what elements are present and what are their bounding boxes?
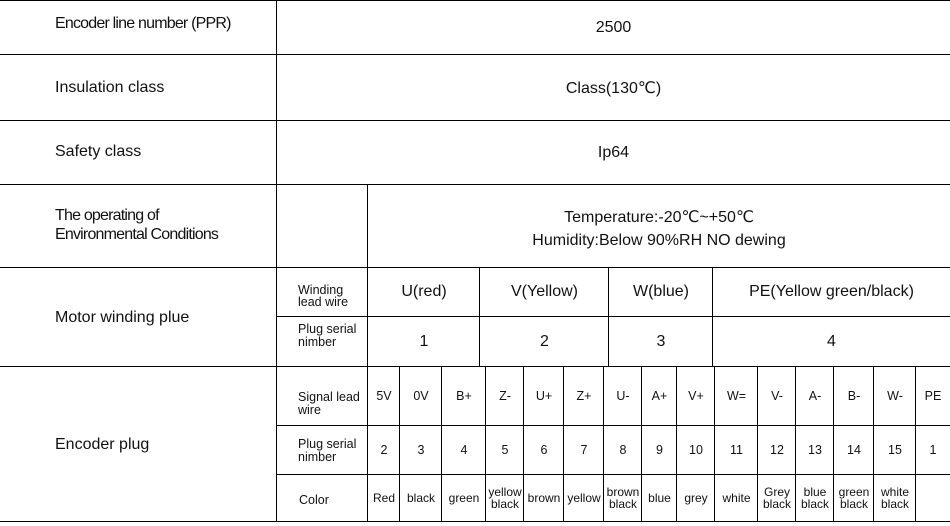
color-cell-line: white: [722, 491, 751, 505]
winding-lead-label-line1: Winding: [298, 283, 344, 297]
encoder-line-value: 2500: [595, 18, 632, 36]
environment-label-line2: Environmental Conditions: [55, 226, 219, 243]
winding-plug-cell: 2: [540, 332, 549, 350]
winding-lead-cell: W(blue): [632, 283, 689, 300]
color-cell-line: black: [762, 497, 791, 511]
encoder-plug-number-cell: 14: [847, 443, 861, 457]
color-cell-line: brown: [527, 491, 561, 505]
encoder-plug-number-cell: 1: [929, 443, 937, 457]
encoder-plug-label-line1: Plug serial: [298, 437, 357, 451]
signal-cell: 5V: [376, 389, 392, 403]
color-cell: [677, 475, 715, 521]
environment-value-line2: Humidity:Below 90%RH NO dewing: [532, 232, 786, 249]
winding-plug-cell: 4: [827, 332, 836, 350]
winding-plug-label-line1: Plug serial: [298, 322, 357, 336]
color-cell: [524, 475, 564, 521]
color-cell-line: yellow: [488, 485, 522, 499]
signal-cell: B-: [847, 389, 861, 403]
encoder-plug-number-cell: 12: [770, 443, 784, 457]
signal-cell: U+: [535, 389, 553, 403]
insulation-value: Class(130℃): [565, 79, 662, 97]
color-cell: [642, 475, 677, 521]
encoder-plug-number-cell: 3: [417, 443, 425, 457]
signal-cell: A-: [808, 389, 822, 403]
color-cell-line: green: [838, 485, 870, 499]
environment-value-line1: Temperature:-20℃~+50℃: [564, 209, 754, 226]
encoder-plug-number-cell: 9: [656, 443, 663, 457]
encoder-plug-number-cell: 11: [730, 443, 743, 457]
signal-cell: A+: [651, 389, 668, 403]
encoder-plug-number-cell: 8: [619, 443, 627, 457]
color-cell-line: blue: [648, 491, 671, 505]
winding-plug-cell: 3: [656, 332, 666, 350]
signal-label-line1: Signal lead: [298, 390, 360, 404]
color-cell: [874, 475, 916, 521]
rule-bottom: [0, 521, 950, 522]
color-cell-line: black: [880, 497, 909, 511]
color-cell: [916, 475, 950, 521]
color-cell: [368, 475, 400, 521]
signal-cell: V-: [771, 389, 783, 403]
motor-winding-label: Motor winding plue: [55, 309, 190, 326]
encoder-plug-number-cell: 7: [580, 443, 588, 457]
encoder-line-label: Encoder line number (PPR): [55, 15, 231, 32]
color-cell: [564, 475, 604, 521]
encoder-plug-number-cell: 6: [540, 443, 548, 457]
color-cell: [400, 475, 442, 521]
color-cell-line: Grey: [763, 485, 790, 499]
signal-cell: PE: [924, 389, 942, 403]
color-cell-line: black: [406, 491, 435, 505]
color-cell-line: Red: [372, 491, 395, 505]
signal-cell: Z+: [576, 389, 592, 403]
color-cell-line: brown: [606, 485, 640, 499]
insulation-label: Insulation class: [55, 79, 165, 96]
color-cell-line: grey: [684, 491, 708, 505]
color-cell-line: black: [608, 497, 637, 511]
color-label: Color: [299, 493, 329, 507]
winding-lead-cell: V(Yellow): [511, 283, 578, 300]
color-cell: [715, 475, 758, 521]
color-cell-line: yellow: [567, 491, 601, 505]
color-cell: [758, 475, 796, 521]
color-cell: [834, 475, 874, 521]
color-cell-line: black: [839, 497, 868, 511]
color-cell: [486, 475, 524, 521]
winding-plug-label-line2: nimber: [298, 335, 337, 349]
encoder-plug-number-cell: 10: [689, 443, 703, 457]
environment-label-line1: The operating of: [55, 207, 159, 224]
encoder-plug-number-cell: 15: [888, 443, 902, 457]
signal-cell: 0V: [413, 389, 429, 403]
safety-label: Safety class: [55, 143, 142, 160]
color-cell-line: black: [490, 497, 519, 511]
color-cell-line: white: [880, 485, 909, 499]
color-cell-line: black: [800, 497, 829, 511]
winding-lead-cell: U(red): [401, 283, 447, 300]
encoder-plug-label-line2: nimber: [298, 450, 337, 464]
encoder-plug-number-cell: 13: [808, 443, 822, 457]
rule-safety: [0, 184, 950, 185]
encoder-plug-number-cell: 2: [380, 443, 388, 457]
encoder-plug-label: Encoder plug: [55, 436, 150, 453]
signal-cell: W=: [726, 389, 747, 403]
color-cell: [796, 475, 834, 521]
color-cell-line: green: [448, 491, 480, 505]
color-cell: [604, 475, 642, 521]
encoder-plug-number-cell: 4: [460, 443, 468, 457]
color-cell-line: blue: [803, 485, 827, 499]
signal-cell: V+: [688, 389, 704, 403]
signal-label-line2: wire: [298, 403, 321, 417]
encoder-plug-number-cell: 5: [501, 443, 509, 457]
signal-cell: U-: [616, 389, 630, 403]
signal-cell: W-: [887, 389, 903, 403]
color-cell: [442, 475, 486, 521]
winding-lead-cell: PE(Yellow green/black): [749, 283, 914, 300]
safety-value: Ip64: [597, 143, 630, 161]
signal-cell: Z-: [499, 389, 511, 403]
signal-cell: B+: [456, 389, 472, 403]
winding-lead-label-line2: lead wire: [298, 295, 349, 309]
winding-plug-cell: 1: [419, 332, 429, 350]
